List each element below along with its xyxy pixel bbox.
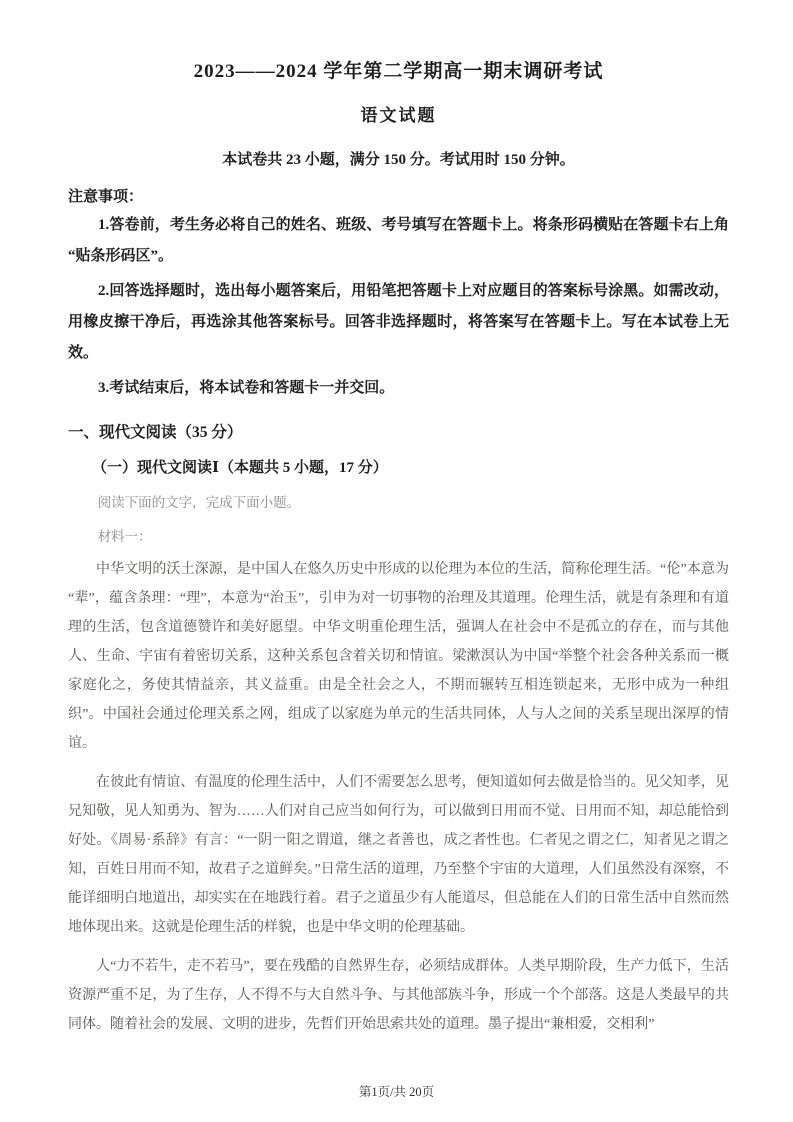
passage-paragraph-1: 中华文明的沃土深源，是中国人在悠久历史中形成的以伦理为本位的生活，简称伦理生活。“伦”本意为“辈”，蕴含条理：“理”，本意为“治玉”，引申为对一切事物的治理及其道理。伦理生活，就是有条理和有道理的生活，包含道德赞许和美好愿望。中华文明重伦理生活，强调人在社会中不是孤立的存在，而与其他人、生命、宇宙有着密切关系，这种关系包含着关切和情谊。梁漱溟认为中国“举整个社会各种关系而一概家庭化之，务使其情益亲，其义益重。由是全社会之人，不期而辗转互相连锁起来，无形中成为一种组织”。中国社会通过伦理关系之网，组成了以家庭为单元的生活共同体，人与人之间的关系呈现出深厚的情谊。 xyxy=(68,562,729,751)
passage-paragraph-2: 在彼此有情谊、有温度的伦理生活中，人们不需要怎么思考，便知道如何去做是恰当的。见父知孝，见兄知敬，见人知勇为、智为……人们对自己应当如何行为，可以做到日用而不觉、日用而不知，却总能恰到好处。《周易·系辞》有言：“一阴一阳之谓道，继之者善也，成之者性也。仁者见之谓之仁，知者见之谓之知，百姓日用而不知，故君子之道鲜矣。”日常生活的道理，乃至整个宇宙的大道理，人们虽然没有深察，不能详细明白地道出，却实实在在地践行着。君子之道虽少有人能道尽，但总能在人们的日常生活中自然而然地体现出来。这就是伦理生活的样貌，也是中华文明的伦理基础。 xyxy=(68,775,729,935)
notice-item-3: 3.考试结束后，将本试卷和答题卡一并交回。 xyxy=(98,380,395,396)
reading-instruction: 阅读下面的文字，完成下面小题。 xyxy=(97,495,301,510)
exam-title: 2023——2024 学年第二学期高一期末调研考试 xyxy=(193,61,604,82)
exam-info-line: 本试卷共 23 小题，满分 150 分。考试用时 150 分钟。 xyxy=(222,152,575,168)
page-number-footer: 第1页/共 20页 xyxy=(358,1085,435,1099)
notice-heading: 注意事项： xyxy=(68,189,144,205)
material-one-label: 材料一： xyxy=(97,529,152,544)
passage-paragraph-3: 人“力不若牛，走不若马”，要在残酷的自然界生存，必须结成群体。人类早期阶段，生产力低下，生活资源严重不足，为了生存，人不得不与大自然斗争、与其他部族斗争，形成一个个部落。这是人类最早的共同体。随着社会的发展、文明的进步，先哲们开始思索共处的道理。墨子提出“兼相爱，交相利” xyxy=(68,959,729,1032)
notice-item-2: 2.回答选择题时，选出每小题答案后，用铅笔把答题卡上对应题目的答案标号涂黑。如需改动，用橡皮擦干净后，再选涂其他答案标号。回答非选择题时，将答案写在答题卡上。写在本试卷上无效。 xyxy=(68,283,729,361)
notice-item-1: 1.答卷前，考生务必将自己的姓名、班级、考号填写在答题卡上。将条形码横贴在答题卡右上角“贴条形码区”。 xyxy=(68,217,729,264)
section-heading-modern-reading: 一、现代文阅读（35 分） xyxy=(68,424,243,441)
subsection-heading-reading-1: （一）现代文阅读Ⅰ（本题共 5 小题，17 分） xyxy=(92,460,388,476)
exam-subject-title: 语文试题 xyxy=(360,106,437,125)
